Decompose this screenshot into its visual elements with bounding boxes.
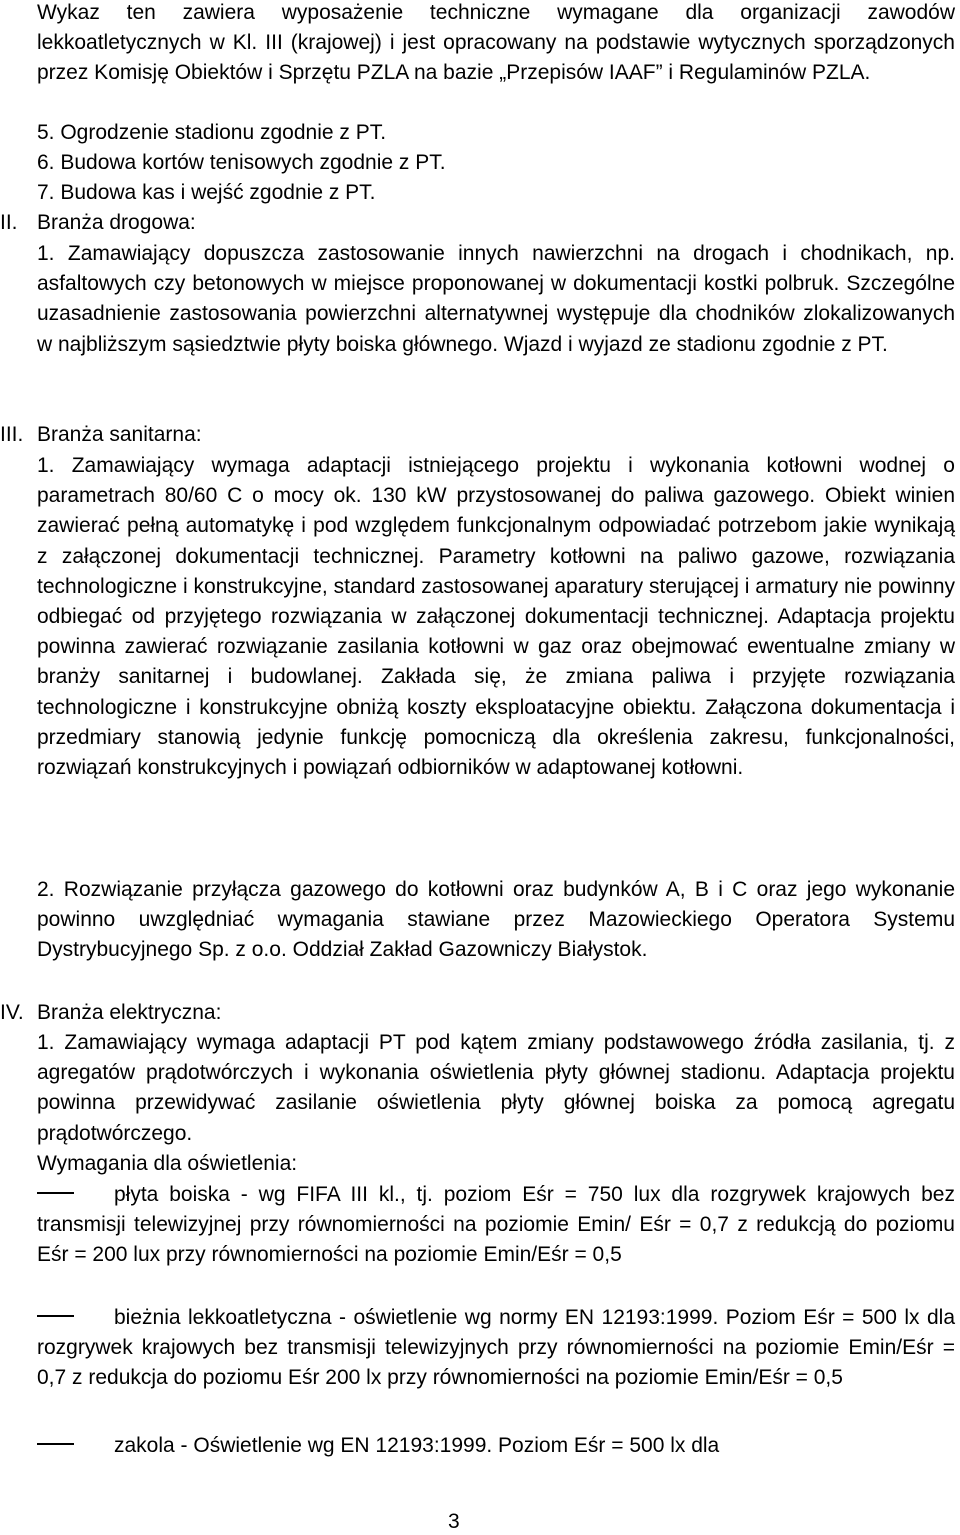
dash-bullet-icon [37,1192,74,1194]
bullet-text: bieżnia lekkoatletyczna - oświetlenie wg normy EN 12193:1999. Poziom Eśr = 500 lx dla rozgrywek krajowych bez transmisji telewizyjnych przy równomierności na poziomie Emin/Eśr = 0,7 z redukcja do poziomu Eśr 200 lx przy równomierności na poziomie Emin/Eśr = 0,5 [37,1306,955,1390]
item-7: 7. Budowa kas i wejść zgodnie z PT. [37,181,376,204]
lighting-requirements-title: Wymagania dla oświetlenia: [37,1152,298,1175]
item-5: 5. Ogrodzenie stadionu zgodnie z PT. [37,121,387,144]
item-6: 6. Budowa kortów tenisowych zgodnie z PT. [37,151,446,174]
lighting-bullet-pitch [37,1180,955,1271]
section-iii-numeral: III. [0,423,24,446]
section-iv-numeral: IV. [0,1001,24,1024]
section-ii-title: Branża drogowa: [37,211,196,234]
section-ii-paragraph-1: 1. Zamawiający dopuszcza zastosowanie innych nawierzchni na drogach i chodnikach, np. asfaltowych czy betonowych w miejsce proponowanej w dokumentacji kostki polbruk. Szczególne uzasadnienie zastosowania powierzchni alternatywnej występuje dla chodników zlokalizowanych w najbliższym sąsiedztwie płyty boiska głównego. Wjazd i wyjazd ze stadionu zgodnie z PT. [37,242,955,356]
lighting-bullet-track [37,1303,955,1394]
section-iv-title: Branża elektryczna: [37,1001,222,1024]
section-iv-paragraph-1: 1. Zamawiający wymaga adaptacji PT pod kątem zmiany podstawowego źródła zasilania, tj. z agregatów prądotwórczych i wykonania oświetlenia płyty głównej stadionu. Adaptacja projektu powinna przewidywać zasilanie oświetlenia płyty głównej boiska za pomocą agregatu prądotwórczego. [37,1031,955,1145]
dash-bullet-icon [37,1443,74,1445]
page-number: 3 [448,1510,460,1533]
lighting-bullet-bends [37,1431,955,1461]
section-iii-paragraph-1: 1. Zamawiający wymaga adaptacji istniejącego projektu i wykonania kotłowni wodnej o parametrach 80/60 C o mocy ok. 130 kW przystosowanej do paliwa gazowego. Obiekt winien zawierać pełną automatykę i pod względem funkcjonalnym odpowiadać potrzebom jakie wynikają z załączonej dokumentacji technicznej. Parametry kotłowni na paliwo gazowe, rozwiązania technologiczne i konstrukcyjne, standard zastosowanej aparatury sterującej i armatury nie powinny odbiegać od przyjętego rozwiązania w załączonej dokumentacji technicznej. Adaptacja projektu powinna zawierać rozwiązanie zasilania kotłowni w gaz oraz obejmować ewentualne zmiany w branży sanitarnej i budowlanej. Zakłada się, że zmiana paliwa i przyjęte rozwiązania technologiczne i konstrukcyjne obniżą koszty eksploatacyjne obiektu. Załączona dokumentacja i przedmiary stanowią jedynie funkcję pomocniczą dla określenia zakresu, funkcjonalności, rozwiązań konstrukcyjnych i powiązań odbiorników w adaptowanej kotłowni. [37,454,955,780]
bullet-text: zakola - Oświetlenie wg EN 12193:1999. Poziom Eśr = 500 lx dla [114,1434,720,1457]
section-iii-title: Branża sanitarna: [37,423,202,446]
section-iii-paragraph-2: 2. Rozwiązanie przyłącza gazowego do kotłowni oraz budynków A, B i C oraz jego wykonanie powinno uwzględniać wymagania stawiane przez Mazowieckiego Operatora Systemu Dystrybucyjnego Sp. z o.o. Oddział Zakład Gazowniczy Białystok. [37,878,955,962]
dash-bullet-icon [37,1315,74,1317]
bullet-text: płyta boiska - wg FIFA III kl., tj. poziom Eśr = 750 lux dla rozgrywek krajowych bez transmisji telewizyjnej przy równomierności na poziomie Emin/ Eśr = 0,7 z redukcją do poziomu Eśr = 200 lux przy równomierności na poziomie Emin/Eśr = 0,5 [37,1183,955,1267]
intro-paragraph: Wykaz ten zawiera wyposażenie techniczne wymagane dla organizacji zawodów lekkoatletycznych w Kl. III (krajowej) i jest opracowany na podstawie wytycznych sporządzonych przez Komisję Obiektów i Sprzętu PZLA na bazie „Przepisów IAAF” i Regulaminów PZLA. [37,1,955,85]
section-ii-numeral: II. [0,211,18,234]
